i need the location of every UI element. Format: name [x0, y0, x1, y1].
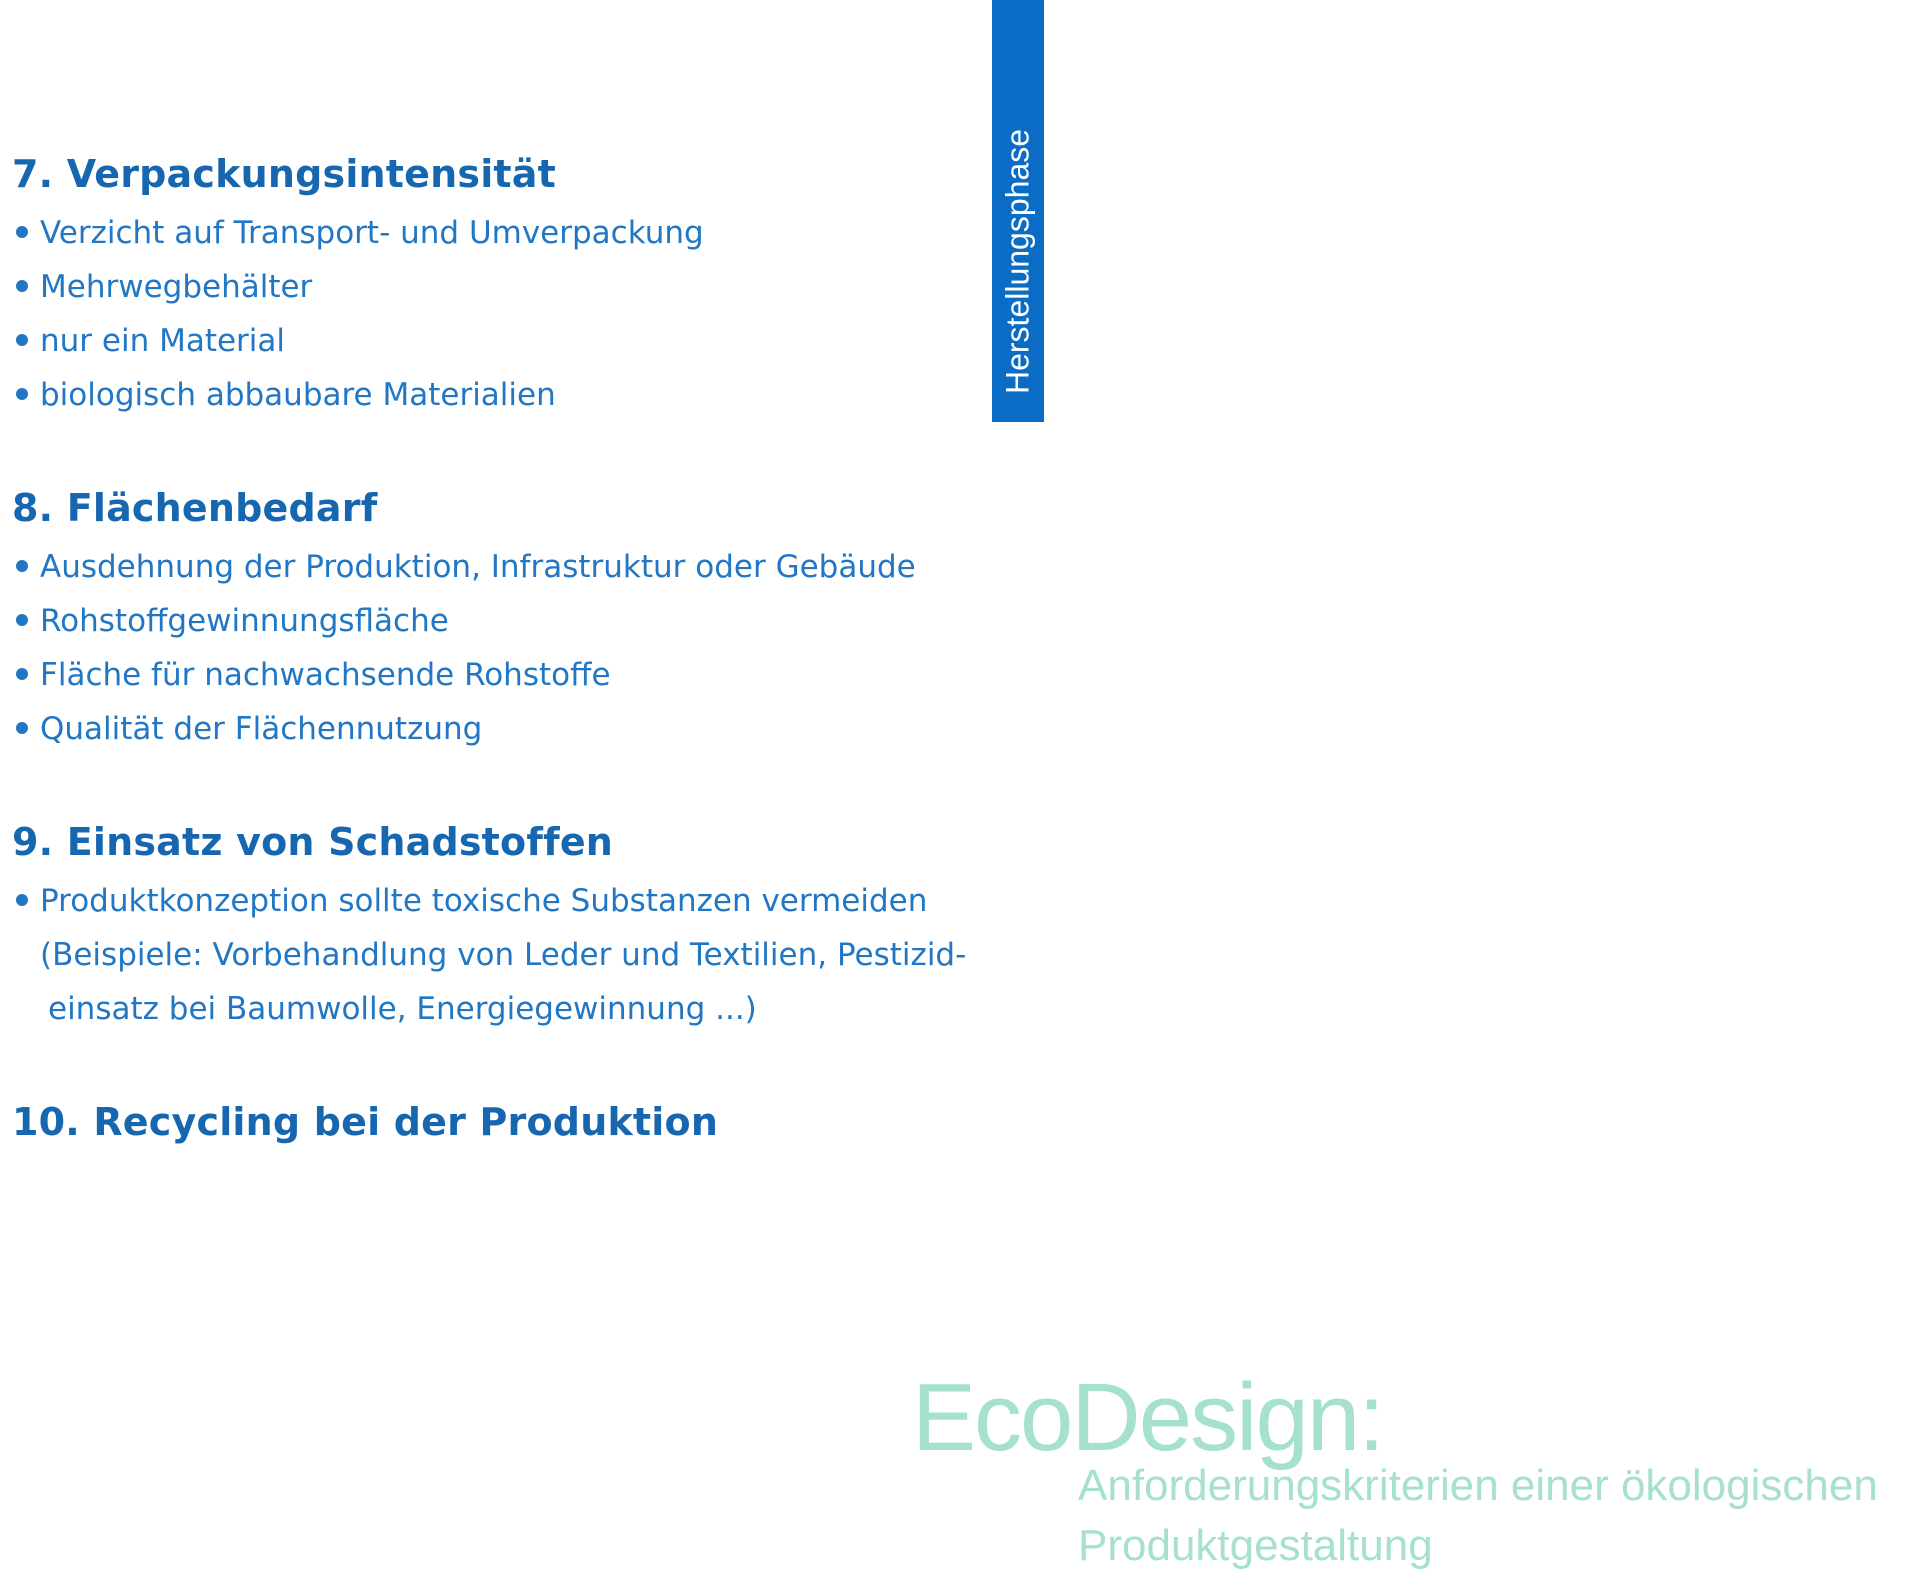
list-item-text: Mehrwegbehälter	[40, 269, 313, 305]
bullet-icon	[16, 280, 28, 292]
list-item	[12, 314, 972, 368]
ecodesign-subtitle-line: Anforderungskriterien einer ökologischen	[1078, 1461, 1878, 1510]
list-item	[12, 540, 972, 594]
ecodesign-title: EcoDesign:	[912, 1364, 1383, 1471]
ecodesign-subtitle-line: Produktgestaltung	[1078, 1521, 1433, 1570]
list-item-text: Ausdehnung der Produktion, Infrastruktur oder Gebäude	[40, 549, 916, 585]
section-heading: 10. Recycling bei der Produktion	[12, 1100, 719, 1144]
section-schadstoffe	[12, 818, 972, 1036]
bullet-icon	[16, 388, 28, 400]
list-item-text: Produktkonzeption sollte toxische Substanzen vermeiden	[40, 883, 928, 919]
criteria-list	[12, 150, 972, 1208]
list-item	[12, 594, 972, 648]
list-item-continuation: (Beispiele: Vorbehandlung von Leder und Textilien, Pestizid-	[40, 937, 967, 973]
list-item-text: Rohstoffgewinnungsfläche	[40, 603, 449, 639]
bullet-icon	[16, 560, 28, 572]
section-recycling	[12, 1098, 972, 1146]
list-item	[12, 206, 972, 260]
bullet-icon	[16, 668, 28, 680]
list-item-text: Verzicht auf Transport- und Umverpackung	[40, 215, 704, 251]
bullet-icon	[16, 226, 28, 238]
list-item-continuation: einsatz bei Baumwolle, Energiegewinnung ...)	[48, 991, 757, 1027]
list-item	[12, 648, 972, 702]
list-item	[12, 874, 972, 928]
section-flaechenbedarf	[12, 484, 972, 756]
list-item-text: nur ein Material	[40, 323, 286, 359]
list-item-text: biologisch abbaubare Materialien	[40, 377, 556, 413]
bullet-icon	[16, 334, 28, 346]
list-item	[12, 260, 972, 314]
section-heading: 7. Verpackungsintensität	[12, 152, 556, 196]
bullet-icon	[16, 614, 28, 626]
bullet-icon	[16, 722, 28, 734]
ecodesign-subtitle	[1078, 1456, 1878, 1576]
list-item	[12, 368, 972, 422]
list-item-text: Qualität der Flächennutzung	[40, 711, 483, 747]
list-item-text: Fläche für nachwachsende Rohstoffe	[40, 657, 611, 693]
bullet-icon	[16, 894, 28, 906]
section-verpackungsintensitaet	[12, 150, 972, 422]
list-item	[12, 702, 972, 756]
phase-label: Herstellungsphase	[999, 128, 1036, 394]
section-heading: 9. Einsatz von Schadstoffen	[12, 820, 614, 864]
section-heading: 8. Flächenbedarf	[12, 486, 378, 530]
